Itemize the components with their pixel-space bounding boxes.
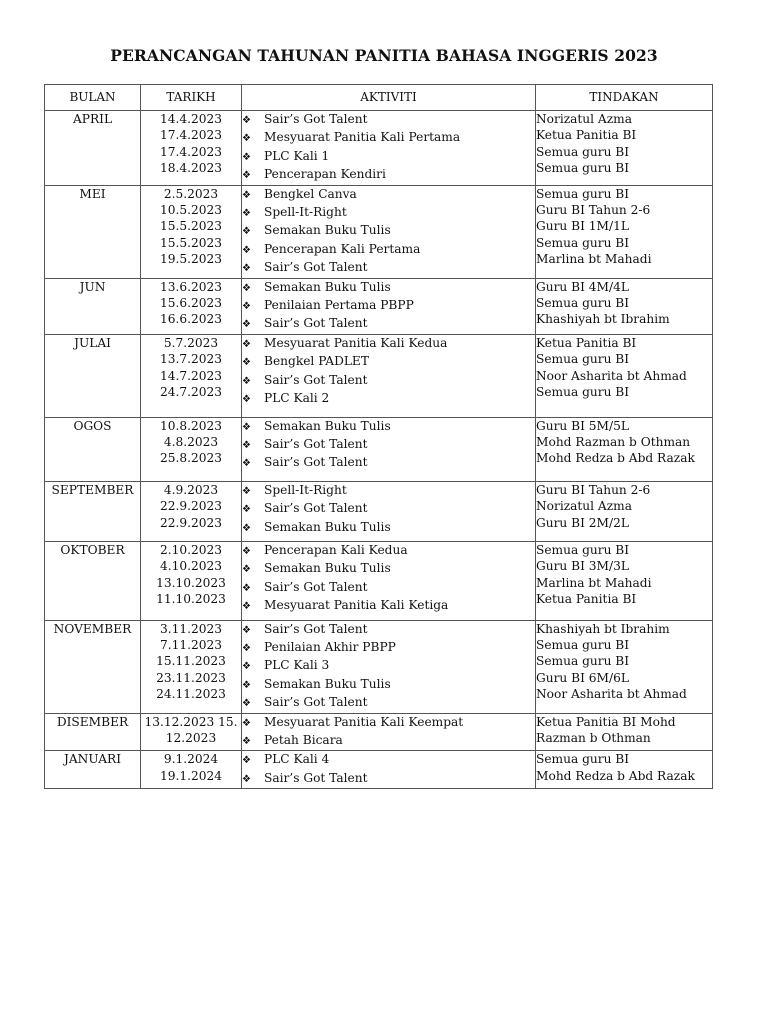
month-cell: NOVEMBER [45,620,141,713]
date-line: 9.1.2024 [163,752,219,767]
table-row [45,751,713,789]
date-line: 10.5.2023 [159,203,223,218]
activity-label: Semakan Buku Tulis [264,676,391,691]
month-cell: SEPTEMBER [45,481,141,541]
date-cell [141,713,242,751]
bullet-diamond-icon: ❖ [242,661,251,673]
action-cell [536,278,713,334]
bullet-diamond-icon: ❖ [242,642,251,654]
date-line: 17.4.2023 [159,144,223,159]
activity-item [242,732,535,750]
activity-label: Semakan Buku Tulis [264,223,391,238]
activity-label: Spell-It-Right [264,482,347,497]
date-cell [141,417,242,481]
table-row [45,417,713,481]
table-row [45,334,713,417]
date-line: 4.8.2023 [163,434,219,449]
activity-label: Mesyuarat Panitia Kali Ketiga [264,598,449,613]
activity-label: Semakan Buku Tulis [264,418,391,433]
date-line: 10.8.2023 [159,418,223,433]
date-cell [141,111,242,186]
activity-item [242,129,535,147]
bullet-diamond-icon: ❖ [242,375,251,387]
month-cell: JANUARI [45,751,141,789]
activity-item [242,436,535,454]
activity-item [242,390,535,408]
activity-label: Pencerapan Kali Kedua [264,542,408,557]
date-line: 16.6.2023 [159,312,223,327]
table-row [45,541,713,620]
bullet-diamond-icon: ❖ [242,564,251,576]
action-line: Guru BI 4M/4L [536,279,629,294]
bullet-diamond-icon: ❖ [242,601,251,613]
action-line: Norizatul Azma [536,112,632,126]
action-line: Razman b Othman [536,731,651,745]
bullet-diamond-icon: ❖ [242,736,251,747]
activity-item [242,418,535,436]
activity-label: PLC Kali 1 [264,148,330,163]
action-line: Semua guru BI [536,654,630,669]
bullet-diamond-icon: ❖ [242,504,251,516]
date-line: 24.11.2023 [156,687,226,702]
action-cell [536,751,713,789]
table-row [45,620,713,713]
activity-item [242,297,535,315]
annual-plan-table [44,84,713,789]
date-cell [141,334,242,417]
action-cell [536,417,713,481]
activity-item [242,560,535,578]
activity-label: Mesyuarat Panitia Kali Kedua [264,335,448,350]
bullet-diamond-icon: ❖ [242,545,251,557]
bullet-diamond-icon: ❖ [242,282,251,294]
activity-label: Sair’s Got Talent [264,695,368,710]
date-line: 22.9.2023 [159,499,223,514]
bullet-diamond-icon: ❖ [242,226,251,238]
bullet-diamond-icon: ❖ [242,717,251,729]
activity-label: Penilaian Akhir PBPP [264,639,396,654]
activity-item [242,676,535,694]
table-row [45,111,713,186]
activity-label: Pencerapan Kali Pertama [264,241,421,256]
table-row [45,713,713,751]
bullet-diamond-icon: ❖ [242,133,251,145]
action-line: Ketua Panitia BI [536,592,637,607]
bullet-diamond-icon: ❖ [242,773,251,785]
date-line: 23.11.2023 [156,670,226,685]
bullet-diamond-icon: ❖ [242,151,251,163]
table-body [45,111,713,789]
activity-item [242,111,535,129]
activity-label: Mesyuarat Panitia Kali Pertama [264,130,461,145]
date-line: 15.6.2023 [159,296,223,311]
action-line: Guru BI 5M/5L [536,418,629,433]
action-line: Semua guru BI [536,186,630,201]
activity-label: Semakan Buku Tulis [264,561,391,576]
action-line: Guru BI 6M/6L [536,670,629,685]
date-line: 19.5.2023 [159,252,223,267]
date-line: 13.10.2023 [156,575,226,590]
activity-cell [242,481,536,541]
bullet-diamond-icon: ❖ [242,755,251,767]
date-line: 13.7.2023 [159,352,223,367]
action-line: Khashiyah bt Ibrahim [536,621,670,636]
date-cell [141,278,242,334]
activity-label: Sair’s Got Talent [264,436,368,451]
action-line: Marlina bt Mahadi [536,252,652,267]
activity-label: Sair’s Got Talent [264,621,368,636]
action-line: Mohd Razman b Othman [536,434,691,449]
action-line: Mohd Redza b Abd Razak [536,768,695,783]
activity-item [242,597,535,615]
activity-item [242,621,535,639]
action-line: Semua guru BI [536,144,630,159]
action-line: Semua guru BI [536,542,630,557]
activity-label: Semakan Buku Tulis [264,519,391,534]
bullet-diamond-icon: ❖ [242,485,251,497]
date-line: 15.11.2023 [156,654,226,669]
date-line: 13.6.2023 [159,279,223,294]
date-cell [141,541,242,620]
action-cell [536,713,713,751]
date-line: 15.5.2023 [159,235,223,250]
action-line: Semua guru BI [536,235,630,250]
activity-label: Bengkel PADLET [264,354,369,369]
activity-label: PLC Kali 2 [264,391,330,406]
date-cell [141,185,242,278]
column-header-tarikh: TARIKH [141,85,242,111]
date-line: 13.12.2023 15. [144,714,238,729]
bullet-diamond-icon: ❖ [242,189,251,201]
date-line: 3.11.2023 [159,621,223,636]
activity-cell [242,417,536,481]
activity-item [242,714,535,732]
action-line: Noor Asharita bt Ahmad [536,368,687,383]
activity-item [242,579,535,597]
table-row [45,185,713,278]
activity-cell [242,541,536,620]
action-line: Ketua Panitia BI Mohd [536,714,676,729]
date-line: 22.9.2023 [159,515,223,530]
activity-label: Sair’s Got Talent [264,579,368,594]
activity-cell [242,111,536,186]
activity-item [242,482,535,500]
action-line: Noor Asharita bt Ahmad [536,687,687,702]
activity-item [242,353,535,371]
bullet-diamond-icon: ❖ [242,582,251,594]
action-line: Guru BI 3M/3L [536,559,629,574]
action-line: Guru BI Tahun 2-6 [536,482,651,497]
date-line: 14.7.2023 [159,368,223,383]
bullet-diamond-icon: ❖ [242,244,251,256]
action-line: Norizatul Azma [536,499,632,514]
activity-item [242,279,535,297]
month-cell: OGOS [45,417,141,481]
activity-label: Sair’s Got Talent [264,260,368,275]
activity-cell [242,713,536,751]
activity-item [242,657,535,675]
activity-label: Mesyuarat Panitia Kali Keempat [264,714,464,729]
activity-label: Pencerapan Kendiri [264,167,386,182]
activity-label: Penilaian Pertama PBPP [264,298,414,313]
action-line: Ketua Panitia BI [536,335,637,350]
bullet-diamond-icon: ❖ [242,421,251,433]
date-line: 15.5.2023 [159,219,223,234]
activity-label: Bengkel Canva [264,186,357,201]
bullet-diamond-icon: ❖ [242,679,251,691]
action-cell [536,541,713,620]
activity-item [242,500,535,518]
table-row [45,278,713,334]
activity-label: Semakan Buku Tulis [264,279,391,294]
action-cell [536,481,713,541]
activity-label: PLC Kali 3 [264,658,330,673]
activity-label: Sair’s Got Talent [264,316,368,331]
column-header-bulan: BULAN [45,85,141,111]
activity-item [242,372,535,390]
action-line: Guru BI 1M/1L [536,219,629,234]
action-line: Semua guru BI [536,352,630,367]
activity-label: Petah Bicara [264,733,343,747]
date-line: 2.5.2023 [163,186,219,201]
activity-item [242,186,535,204]
activity-item [242,222,535,240]
bullet-diamond-icon: ❖ [242,522,251,534]
activity-label: Sair’s Got Talent [264,770,368,785]
action-line: Semua guru BI [536,161,630,176]
bullet-diamond-icon: ❖ [242,263,251,275]
date-line: 5.7.2023 [163,335,219,350]
table-header-row [45,85,713,111]
bullet-diamond-icon: ❖ [242,338,251,350]
action-line: Guru BI 2M/2L [536,515,629,530]
activity-cell [242,278,536,334]
activity-label: Sair’s Got Talent [264,455,368,470]
bullet-diamond-icon: ❖ [242,208,251,220]
action-line: Marlina bt Mahadi [536,575,652,590]
date-line: 25.8.2023 [159,451,223,466]
date-cell [141,620,242,713]
action-line: Semua guru BI [536,637,630,652]
date-cell [141,481,242,541]
activity-item [242,694,535,712]
activity-label: Sair’s Got Talent [264,372,368,387]
activity-cell [242,620,536,713]
document-title: PERANCANGAN TAHUNAN PANITIA BAHASA INGGERIS 2023 [110,46,658,65]
date-line: 7.11.2023 [159,637,223,652]
activity-item [242,519,535,537]
column-header-tindakan: TINDAKAN [536,85,713,111]
date-line: 24.7.2023 [159,385,223,400]
date-line: 11.10.2023 [156,592,226,607]
activity-item [242,751,535,769]
activity-cell [242,751,536,789]
month-cell: JULAI [45,334,141,417]
activity-label: Sair’s Got Talent [264,501,368,516]
activity-item [242,542,535,560]
action-cell [536,185,713,278]
activity-cell [242,334,536,417]
action-cell [536,620,713,713]
activity-cell [242,185,536,278]
action-line: Guru BI Tahun 2-6 [536,203,651,218]
action-line: Semua guru BI [536,752,630,767]
action-line: Semua guru BI [536,385,630,400]
action-line: Mohd Redza b Abd Razak [536,451,695,466]
date-cell [141,751,242,789]
bullet-diamond-icon: ❖ [242,170,251,182]
activity-label: PLC Kali 4 [264,752,330,767]
bullet-diamond-icon: ❖ [242,301,251,313]
activity-item [242,148,535,166]
action-line: Ketua Panitia BI [536,128,637,143]
date-line: 17.4.2023 [159,128,223,143]
activity-item [242,204,535,222]
month-cell: DISEMBER [45,713,141,751]
action-cell [536,111,713,186]
action-cell [536,334,713,417]
activity-item [242,454,535,472]
bullet-diamond-icon: ❖ [242,698,251,710]
month-cell: OKTOBER [45,541,141,620]
date-line: 14.4.2023 [159,112,223,126]
activity-item [242,315,535,333]
table-row [45,481,713,541]
action-line: Semua guru BI [536,296,630,311]
date-line: 18.4.2023 [159,161,223,176]
activity-item [242,335,535,353]
activity-item [242,259,535,277]
month-cell: JUN [45,278,141,334]
bullet-diamond-icon: ❖ [242,624,251,636]
date-line: 4.10.2023 [159,559,223,574]
date-line: 4.9.2023 [163,482,219,497]
activity-item [242,241,535,259]
month-cell: MEI [45,185,141,278]
bullet-diamond-icon: ❖ [242,439,251,451]
bullet-diamond-icon: ❖ [242,319,251,331]
date-line: 19.1.2024 [159,768,223,783]
date-line: 12.2023 [165,731,217,745]
bullet-diamond-icon: ❖ [242,115,251,126]
activity-item [242,770,535,788]
bullet-diamond-icon: ❖ [242,394,251,406]
activity-item [242,639,535,657]
month-cell: APRIL [45,111,141,186]
action-line: Khashiyah bt Ibrahim [536,312,670,327]
date-line: 2.10.2023 [159,542,223,557]
activity-label: Sair’s Got Talent [264,112,368,126]
bullet-diamond-icon: ❖ [242,458,251,470]
bullet-diamond-icon: ❖ [242,357,251,369]
column-header-aktiviti: AKTIVITI [242,85,536,111]
activity-item [242,166,535,184]
activity-label: Spell-It-Right [264,205,347,220]
